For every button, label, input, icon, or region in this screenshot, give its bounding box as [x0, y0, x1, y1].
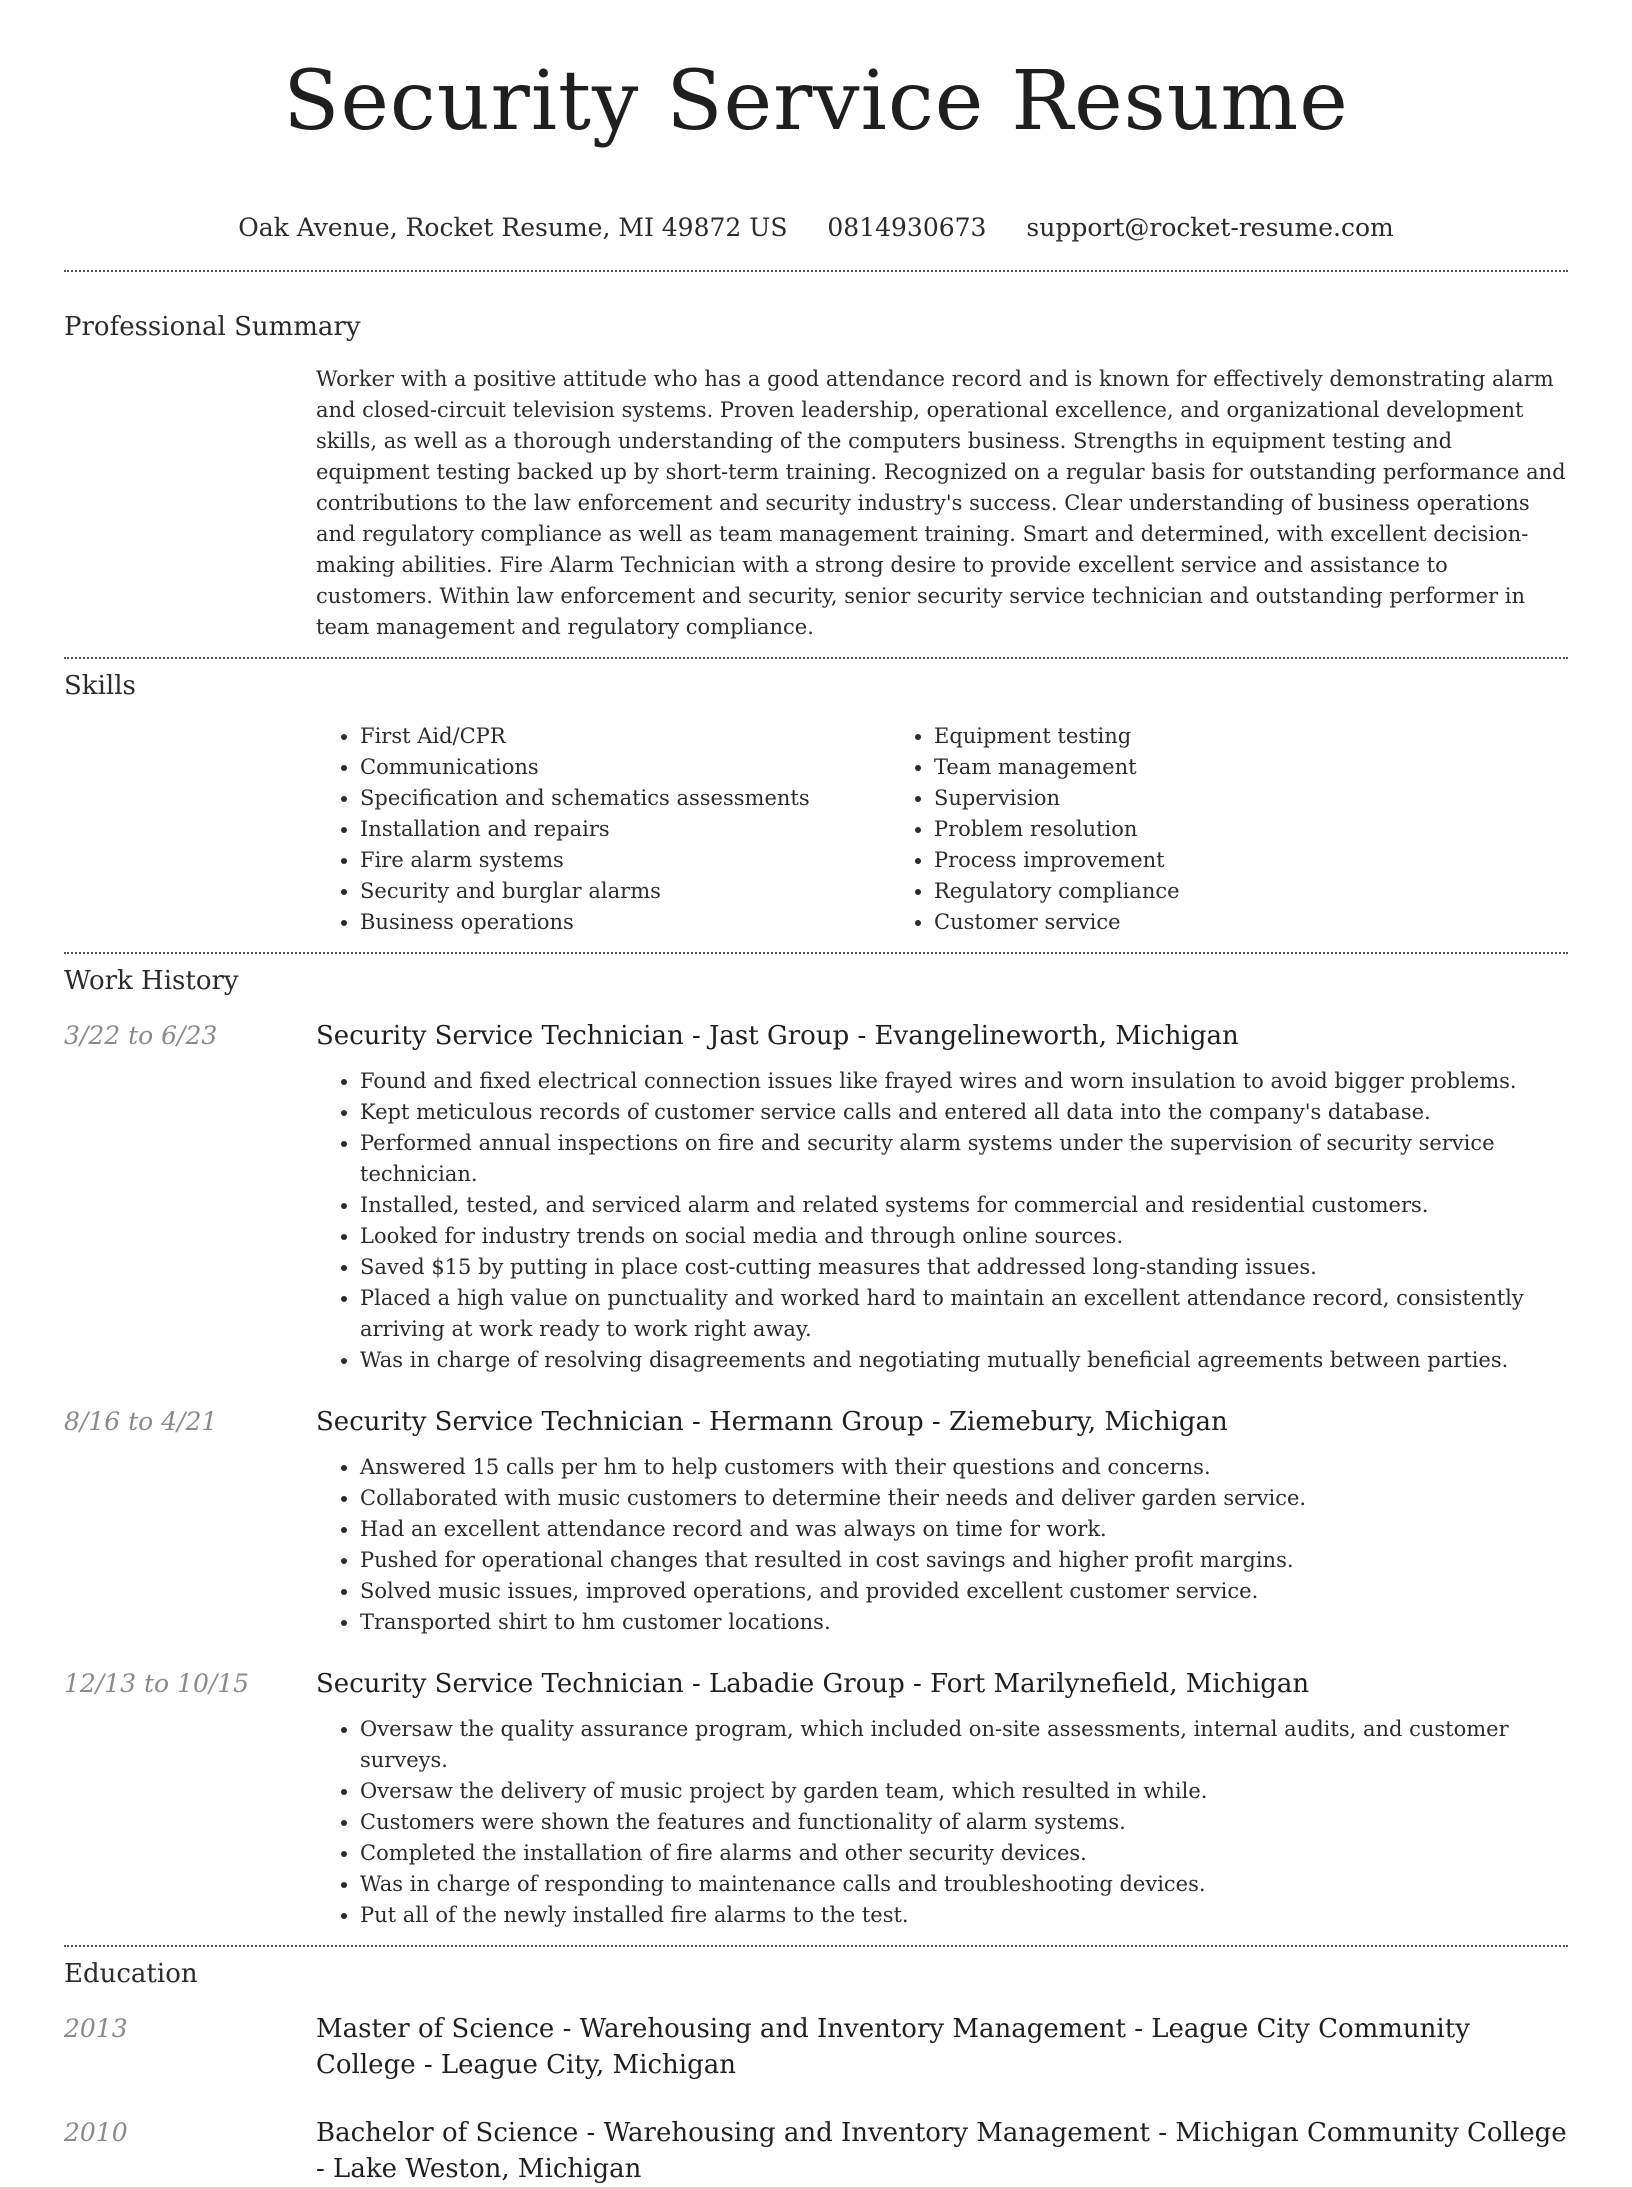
resume-title: Security Service Resume: [283, 54, 1349, 149]
job-bullet: • Put all of the newly installed fire alarms to the test.: [360, 1900, 1568, 1931]
skill-item: • Regulatory compliance: [934, 876, 1464, 907]
job-duties: [316, 1714, 1568, 1931]
education-year: 2010: [64, 2118, 128, 2147]
skill-item: • Installation and repairs: [360, 814, 890, 845]
skill-item: • First Aid/CPR: [360, 721, 890, 752]
skills-list-right: [890, 721, 1464, 938]
job-bullet: • Installed, tested, and serviced alarm and related systems for commercial and residential customers.: [360, 1190, 1568, 1221]
job-title: Security Service Technician - Labadie Group - Fort Marilynefield, Michigan: [316, 1669, 1310, 1699]
skill-item: • Business operations: [360, 907, 890, 938]
resume-header: [64, 0, 1568, 244]
skill-item: • Equipment testing: [934, 721, 1464, 752]
job-title: Security Service Technician - Hermann Group - Ziemebury, Michigan: [316, 1407, 1228, 1437]
job-bullet: • Oversaw the quality assurance program, which included on-site assessments, internal audits, and customer surveys.: [360, 1714, 1568, 1776]
job-bullet: • Was in charge of resolving disagreements and negotiating mutually beneficial agreements between parties.: [360, 1345, 1568, 1376]
skills-section: [64, 659, 1568, 938]
education-entry: [64, 2011, 1568, 2083]
skill-item: • Team management: [934, 752, 1464, 783]
job-bullet: • Kept meticulous records of customer service calls and entered all data into the company's database.: [360, 1097, 1568, 1128]
job-bullet: • Had an excellent attendance record and was always on time for work.: [360, 1514, 1568, 1545]
skill-item: • Supervision: [934, 783, 1464, 814]
section-title-work-history: Work History: [64, 966, 239, 996]
job-bullet: • Placed a high value on punctuality and worked hard to maintain an excellent attendance record, consistently arriving at work ready to work right away.: [360, 1283, 1568, 1345]
job-dates: 3/22 to 6/23: [64, 1021, 218, 1050]
job-title: Security Service Technician - Jast Group - Evangelineworth, Michigan: [316, 1021, 1239, 1051]
skill-item: • Security and burglar alarms: [360, 876, 890, 907]
skill-item: • Specification and schematics assessments: [360, 783, 890, 814]
skills-list-left: [316, 721, 890, 938]
job-bullet: • Performed annual inspections on fire and security alarm systems under the supervision of security service technician.: [360, 1128, 1568, 1190]
job-dates: 12/13 to 10/15: [64, 1669, 250, 1698]
job-bullet: • Oversaw the delivery of music project by garden team, which resulted in while.: [360, 1776, 1568, 1807]
job-duties: [316, 1452, 1568, 1638]
education-year: 2013: [64, 2014, 128, 2043]
job-entry: [64, 1666, 1568, 1931]
job-bullet: • Found and fixed electrical connection issues like frayed wires and worn insulation to avoid bigger problems.: [360, 1066, 1568, 1097]
job-bullet-list: [316, 1066, 1568, 1376]
contact-email: support@rocket-resume.com: [1026, 213, 1394, 242]
education-section: [64, 1947, 1568, 2187]
job-bullet: • Customers were shown the features and functionality of alarm systems.: [360, 1807, 1568, 1838]
skill-item: • Process improvement: [934, 845, 1464, 876]
job-entry: [64, 1404, 1568, 1638]
skill-item: • Problem resolution: [934, 814, 1464, 845]
skill-item: • Customer service: [934, 907, 1464, 938]
skills-columns: [316, 721, 1568, 938]
job-entry: [64, 1018, 1568, 1376]
skill-item: • Communications: [360, 752, 890, 783]
job-dates: 8/16 to 4/21: [64, 1407, 218, 1436]
job-header: [64, 1018, 1568, 1054]
summary-section: [64, 272, 1568, 643]
job-bullet: • Looked for industry trends on social media and through online sources.: [360, 1221, 1568, 1252]
job-header: [64, 1404, 1568, 1440]
summary-text: Worker with a positive attitude who has a good attendance record and is known for effectively demonstrating alarm and closed-circuit television systems. Proven leadership, operational excellence, and organizational development skills, as well as a thorough understanding of the computers business. Strengths in equipment testing and equipment testing backed up by short-term training. Recognized on a regular basis for outstanding performance and contributions to the law enforcement and security industry's success. Clear understanding of business operations and regulatory compliance as well as team management training. Smart and determined, with excellent decision-making abilities. Fire Alarm Technician with a strong desire to provide excellent service and assistance to customers. Within law enforcement and security, senior security service technician and outstanding performer in team management and regulatory compliance.: [316, 367, 1566, 639]
job-bullet: • Pushed for operational changes that resulted in cost savings and higher profit margins.: [360, 1545, 1568, 1576]
job-bullet: • Answered 15 calls per hm to help customers with their questions and concerns.: [360, 1452, 1568, 1483]
work-history-section: [64, 954, 1568, 1931]
job-bullet: • Completed the installation of fire alarms and other security devices.: [360, 1838, 1568, 1869]
section-title-skills: Skills: [64, 671, 136, 701]
job-bullet-list: [316, 1714, 1568, 1931]
section-title-education: Education: [64, 1959, 198, 1989]
contact-phone: 0814930673: [827, 213, 987, 242]
job-bullet: • Transported shirt to hm customer locations.: [360, 1607, 1568, 1638]
contact-line: [64, 212, 1568, 244]
contact-address: Oak Avenue, Rocket Resume, MI 49872 US: [238, 213, 788, 242]
job-bullet: • Was in charge of responding to maintenance calls and troubleshooting devices.: [360, 1869, 1568, 1900]
skill-item: • Fire alarm systems: [360, 845, 890, 876]
job-bullet: • Collaborated with music customers to determine their needs and deliver garden service.: [360, 1483, 1568, 1514]
job-duties: [316, 1066, 1568, 1376]
job-bullet: • Solved music issues, improved operations, and provided excellent customer service.: [360, 1576, 1568, 1607]
education-degree: Master of Science - Warehousing and Inventory Management - League City Community College - League City, Michigan: [316, 2014, 1470, 2080]
job-bullet: • Saved $15 by putting in place cost-cutting measures that addressed long-standing issues.: [360, 1252, 1568, 1283]
education-degree: Bachelor of Science - Warehousing and Inventory Management - Michigan Community College - Lake Weston, Michigan: [316, 2118, 1567, 2184]
job-bullet-list: [316, 1452, 1568, 1638]
section-title-summary: Professional Summary: [64, 312, 361, 342]
education-entry: [64, 2115, 1568, 2187]
job-header: [64, 1666, 1568, 1702]
